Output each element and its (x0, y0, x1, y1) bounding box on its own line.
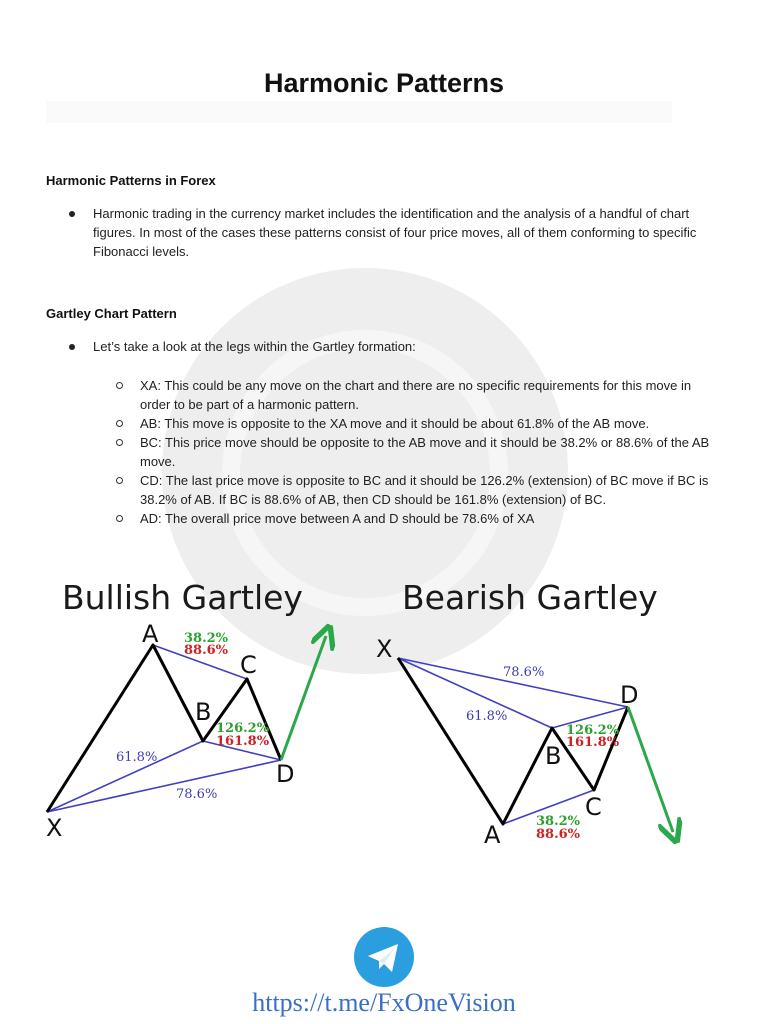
telegram-link[interactable]: https://t.me/FxOneVision (252, 988, 516, 1017)
bullish-ratio-xd: 78.6% (176, 787, 218, 802)
paragraph-gartley-intro: Let’s take a look at the legs within the Gartley formation: (93, 339, 416, 354)
bullish-gartley-diagram (46, 620, 326, 842)
section-heading-forex: Harmonic Patterns in Forex (46, 173, 216, 188)
sub-bullet-xa: XA: This could be any move on the chart and there are no specific requirements for this move in order to be part of a harmonic pattern. (140, 378, 692, 412)
bearish-ratio-xd: 78.6% (503, 665, 545, 680)
sub-bullet-cd: CD: The last price move is opposite to BC and it should be 126.2% (extension) of BC move if BC is 38.2% of AB. If BC is 88.6% of AB, then CD should be 161.8% (extension) of BC. (140, 473, 709, 507)
bullish-ratio-xb: 61.8% (116, 750, 158, 765)
bearish-point-d: D (620, 681, 639, 709)
telegram-icon[interactable] (354, 927, 414, 987)
bearish-ratio-bc-red: 88.6% (536, 827, 581, 842)
bullish-ratio-bc-green: 38.2% (184, 631, 229, 646)
sub-bullet-ab: AB: This move is opposite to the XA move and it should be about 61.8% of the AB move. (140, 416, 650, 431)
bearish-point-a: A (484, 821, 501, 849)
sub-bullet-bc: BC: This price move should be opposite to the AB move and it should be 38.2% or 88.6% of the AB move. (140, 435, 710, 469)
bearish-ratio-cd-red: 161.8% (566, 735, 620, 750)
bearish-gartley-title: Bearish Gartley (402, 578, 658, 617)
page-title: Harmonic Patterns (263, 68, 505, 98)
section-heading-gartley: Gartley Chart Pattern (46, 306, 177, 321)
bearish-point-c: C (585, 793, 602, 821)
bearish-point-b: B (545, 742, 562, 770)
paper-plane-icon (354, 927, 414, 987)
bearish-point-x: X (376, 635, 393, 663)
bearish-gartley-diagram (376, 635, 673, 849)
bullish-point-d: D (276, 760, 295, 788)
bullish-point-b: B (195, 698, 212, 726)
bearish-ratio-xb: 61.8% (466, 709, 508, 724)
bullish-point-a: A (142, 620, 159, 648)
bearish-ratio-bc-green: 38.2% (536, 814, 581, 829)
paragraph-forex: Harmonic trading in the currency market includes the identification and the analysis of a handful of chart figures. In most of the cases these patterns consist of four price moves, all of them conforming to specific Fibonacci levels. (93, 206, 697, 259)
bullish-point-x: X (46, 814, 63, 842)
bearish-arrow-down (628, 707, 673, 832)
sub-bullet-ad: AD: The overall price move between A and D should be 78.6% of XA (140, 511, 535, 526)
bullish-ratio-cd-red: 161.8% (216, 734, 270, 749)
bearish-ratio-cd-green: 126.2% (566, 723, 620, 738)
bullish-point-c: C (240, 651, 257, 679)
bullish-ratio-bc-red: 88.6% (184, 643, 229, 658)
bullish-gartley-title: Bullish Gartley (62, 578, 303, 617)
bullish-xd-line (47, 760, 281, 812)
bullish-arrow-up (281, 636, 326, 760)
bullish-ratio-cd-green: 126.2% (216, 721, 270, 736)
